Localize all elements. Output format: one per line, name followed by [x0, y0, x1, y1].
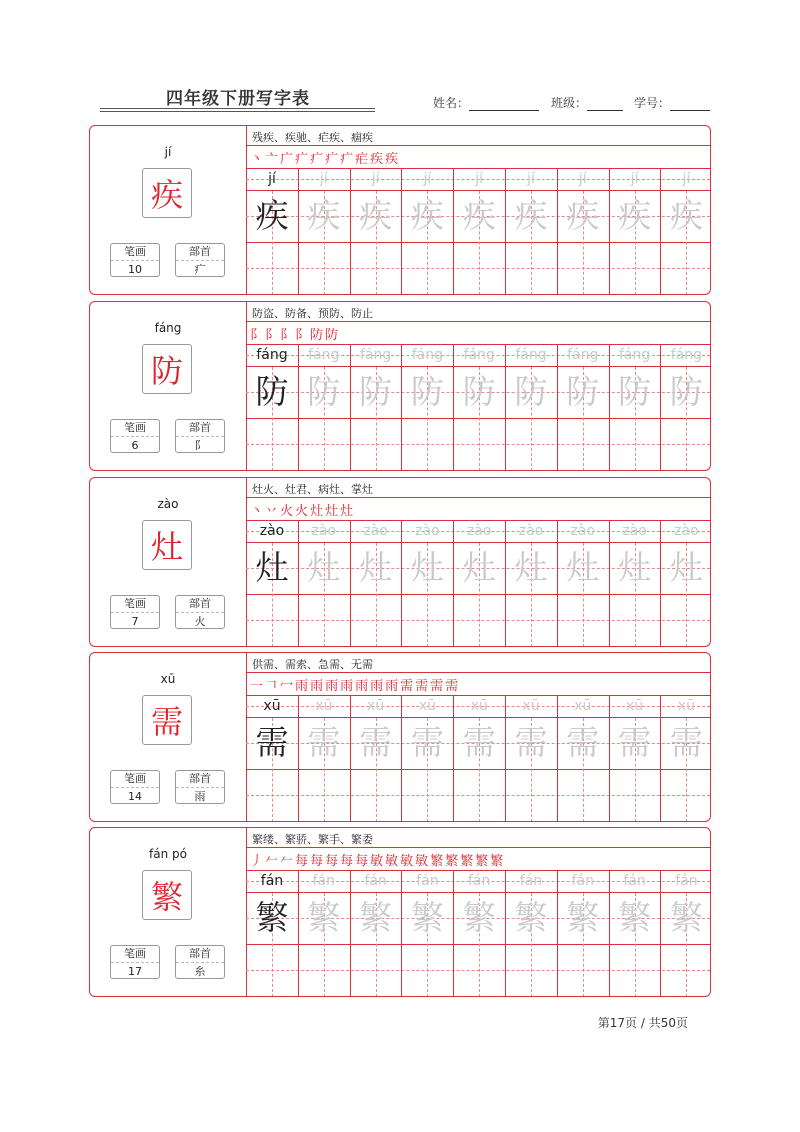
practice-char[interactable]: 灶 — [566, 548, 600, 587]
practice-grid — [246, 695, 710, 821]
grid-line — [246, 944, 710, 945]
practice-pinyin: xū — [367, 698, 385, 714]
practice-pinyin: jí — [371, 171, 380, 187]
word-examples: 供需、需索、急需、无需 — [252, 658, 373, 671]
char-display: 疾 — [142, 168, 192, 218]
stroke-label: 笔画 — [111, 420, 159, 437]
practice-pinyin: jí — [423, 171, 432, 187]
guide-line — [246, 268, 710, 269]
page-number: 第17页 / 共50页 — [597, 1016, 688, 1030]
stroke-step: 繁 — [490, 853, 504, 869]
practice-char[interactable]: 防 — [359, 372, 393, 411]
radical: 糸 — [194, 965, 206, 978]
stroke-order — [250, 323, 340, 343]
divider — [246, 497, 710, 498]
stroke-label: 笔画 — [111, 946, 159, 963]
stroke-step: 一 — [250, 678, 264, 694]
practice-char[interactable]: 繁 — [255, 898, 289, 937]
stroke-count-box — [110, 243, 160, 277]
id-field[interactable] — [634, 94, 710, 111]
stroke-step: 丶 — [250, 151, 264, 167]
radical-box — [175, 770, 225, 804]
practice-char[interactable]: 灶 — [514, 548, 548, 587]
stroke-step: 火 — [295, 503, 309, 519]
stroke-step: 敏 — [385, 853, 399, 869]
page-title: 四年级下册写字表 — [166, 89, 310, 109]
stroke-step: 需 — [415, 678, 429, 694]
practice-grid — [246, 168, 710, 294]
practice-pinyin: fán — [519, 873, 543, 889]
practice-pinyin: zào — [622, 523, 647, 539]
practice-char[interactable]: 需 — [566, 723, 600, 762]
name-blank[interactable] — [469, 98, 539, 111]
practice-pinyin: fáng — [308, 347, 340, 363]
practice-pinyin: fáng — [256, 347, 288, 363]
stroke-step: 需 — [445, 678, 459, 694]
practice-pinyin: xū — [418, 698, 436, 714]
grid-line — [246, 594, 710, 595]
title-underline — [100, 108, 375, 109]
radical: 火 — [194, 615, 206, 628]
radical: 雨 — [194, 790, 206, 803]
practice-pinyin: fán — [467, 873, 491, 889]
stroke-step: 每 — [340, 853, 354, 869]
stroke-step: 疟 — [355, 151, 369, 167]
guide-line — [246, 970, 710, 971]
practice-char[interactable]: 防 — [618, 372, 652, 411]
practice-panel — [246, 302, 710, 470]
practice-pinyin: zào — [518, 523, 544, 539]
practice-char[interactable]: 需 — [618, 723, 652, 762]
practice-char[interactable]: 疾 — [307, 196, 341, 235]
practice-char[interactable]: 疾 — [410, 196, 444, 235]
stroke-step: 丶 — [250, 503, 264, 519]
practice-char[interactable]: 防 — [410, 372, 444, 411]
practice-pinyin: xū — [470, 698, 488, 714]
practice-char[interactable]: 防 — [669, 372, 703, 411]
practice-char[interactable]: 灶 — [359, 548, 393, 587]
practice-pinyin: jí — [319, 171, 328, 187]
stroke-step: 繁 — [430, 853, 444, 869]
practice-char[interactable]: 灶 — [307, 548, 341, 587]
char-info-panel — [90, 126, 247, 294]
practice-pinyin: zào — [674, 523, 699, 539]
practice-pinyin: zào — [311, 523, 337, 539]
name-label: 姓名： — [433, 96, 470, 110]
stroke-step: 雨 — [340, 678, 354, 694]
practice-char[interactable]: 防 — [566, 372, 600, 411]
stroke-label: 笔画 — [111, 244, 159, 261]
id-label: 学号： — [634, 96, 671, 110]
practice-pinyin: jí — [268, 171, 276, 187]
practice-pinyin: fán — [675, 873, 698, 889]
grid-line — [246, 242, 710, 243]
char-card — [89, 477, 711, 647]
practice-pinyin: fán — [571, 873, 594, 889]
stroke-count-box — [110, 595, 160, 629]
stroke-count: 17 — [128, 965, 142, 978]
practice-pinyin: zào — [415, 523, 440, 539]
stroke-label: 笔画 — [111, 771, 159, 788]
practice-panel — [246, 828, 710, 996]
practice-pinyin: xū — [315, 698, 333, 714]
stroke-step: 雨 — [325, 678, 339, 694]
name-field[interactable] — [433, 94, 539, 111]
stroke-step: 丷 — [265, 503, 279, 519]
practice-char[interactable]: 防 — [514, 372, 548, 411]
stroke-order — [250, 674, 460, 694]
guide-line — [246, 444, 710, 445]
practice-char[interactable]: 灶 — [618, 548, 652, 587]
char-card — [89, 652, 711, 822]
practice-pinyin: fáng — [567, 347, 599, 363]
stroke-count-box — [110, 770, 160, 804]
radical-label: 部首 — [176, 596, 224, 613]
practice-pinyin: xū — [677, 698, 695, 714]
practice-pinyin: xū — [522, 698, 540, 714]
stroke-step: 每 — [325, 853, 339, 869]
stroke-order — [250, 147, 400, 167]
practice-char[interactable]: 防 — [255, 372, 289, 411]
practice-pinyin: jí — [578, 171, 587, 187]
stroke-step: 敏 — [415, 853, 429, 869]
practice-char[interactable]: 需 — [462, 723, 496, 762]
stroke-step: 雨 — [355, 678, 369, 694]
practice-pinyin: fáng — [618, 347, 651, 363]
practice-pinyin: jí — [475, 171, 484, 187]
practice-char[interactable]: 需 — [255, 723, 289, 762]
stroke-step: 阝 — [250, 327, 264, 343]
stroke-step: 灶 — [325, 503, 339, 519]
practice-pinyin: fán — [416, 873, 439, 889]
practice-pinyin: xū — [263, 698, 281, 714]
grid-line — [246, 418, 710, 419]
practice-char[interactable]: 灶 — [462, 548, 496, 587]
stroke-step: 每 — [355, 853, 369, 869]
stroke-step: 亠 — [265, 151, 279, 167]
stroke-step: 疾 — [370, 151, 384, 167]
word-examples: 灶火、灶君、病灶、掌灶 — [252, 483, 373, 496]
stroke-step: 广 — [280, 151, 294, 167]
stroke-step: 雨 — [385, 678, 399, 694]
stroke-step: 每 — [310, 853, 324, 869]
practice-char[interactable]: 灶 — [255, 548, 289, 587]
char-pinyin: fán pó — [149, 847, 187, 861]
practice-pinyin: fáng — [670, 347, 703, 363]
divider — [246, 145, 710, 146]
divider — [246, 672, 710, 673]
practice-char[interactable]: 疾 — [462, 196, 496, 235]
char-display: 防 — [142, 344, 192, 394]
practice-char[interactable]: 疾 — [618, 196, 652, 235]
stroke-step: 雨 — [370, 678, 384, 694]
stroke-count: 7 — [131, 615, 139, 628]
char-card — [89, 125, 711, 295]
stroke-step: 疾 — [385, 151, 399, 167]
practice-pinyin: jí — [682, 171, 691, 187]
char-display: 需 — [142, 695, 192, 745]
practice-char[interactable]: 繁 — [410, 898, 444, 937]
stroke-step: 火 — [280, 503, 294, 519]
practice-grid — [246, 344, 710, 470]
stroke-step: 需 — [400, 678, 414, 694]
word-examples: 残疾、疾驰、疟疾、痼疾 — [252, 131, 373, 144]
char-info-panel — [90, 302, 247, 470]
char-info-panel — [90, 478, 247, 646]
guide-line — [246, 795, 710, 796]
divider — [246, 847, 710, 848]
practice-grid — [246, 520, 710, 646]
char-display: 灶 — [142, 520, 192, 570]
radical-label: 部首 — [176, 420, 224, 437]
stroke-step: 繁 — [445, 853, 459, 869]
practice-char[interactable]: 需 — [307, 723, 341, 762]
stroke-step: 繁 — [460, 853, 474, 869]
practice-char[interactable]: 灶 — [410, 548, 444, 587]
stroke-step: 疒 — [325, 151, 339, 167]
stroke-step: 𠃍 — [265, 678, 279, 694]
stroke-step: 雨 — [295, 678, 309, 694]
practice-char[interactable]: 疾 — [566, 196, 600, 235]
stroke-count: 10 — [128, 263, 142, 276]
practice-pinyin: zào — [259, 523, 285, 539]
stroke-count: 6 — [131, 439, 139, 452]
practice-pinyin: fáng — [515, 347, 547, 363]
stroke-step: 阝 — [265, 327, 279, 343]
class-field[interactable] — [551, 94, 623, 111]
char-info-panel — [90, 828, 247, 996]
stroke-step: 雨 — [310, 678, 324, 694]
practice-pinyin: fáng — [463, 347, 495, 363]
char-pinyin: jí — [164, 145, 172, 159]
divider — [246, 321, 710, 322]
practice-pinyin: fán — [312, 873, 335, 889]
practice-char[interactable]: 需 — [669, 723, 703, 762]
stroke-order — [250, 849, 505, 869]
stroke-order — [250, 499, 355, 519]
practice-char[interactable]: 需 — [359, 723, 393, 762]
practice-pinyin: jí — [630, 171, 639, 187]
class-blank[interactable] — [587, 98, 623, 111]
word-examples: 繁缕、繁骄、繁手、繁委 — [252, 833, 373, 846]
practice-char[interactable]: 繁 — [618, 898, 652, 937]
radical-box — [175, 595, 225, 629]
stroke-label: 笔画 — [111, 596, 159, 613]
stroke-step: 疒 — [310, 151, 324, 167]
radical-label: 部首 — [176, 244, 224, 261]
practice-grid — [246, 870, 710, 996]
practice-char[interactable]: 需 — [410, 723, 444, 762]
stroke-step: 𠂉 — [265, 853, 279, 869]
stroke-step: 阝 — [295, 327, 309, 343]
stroke-step: 繁 — [475, 853, 489, 869]
stroke-step: 敏 — [400, 853, 414, 869]
practice-char[interactable]: 繁 — [359, 898, 393, 937]
stroke-count-box — [110, 945, 160, 979]
stroke-step: 需 — [430, 678, 444, 694]
practice-char[interactable]: 繁 — [566, 898, 600, 937]
stroke-step: 防 — [325, 327, 339, 343]
practice-pinyin: xū — [626, 698, 644, 714]
practice-char[interactable]: 疾 — [669, 196, 703, 235]
stroke-step: 阝 — [280, 327, 294, 343]
practice-char[interactable]: 需 — [514, 723, 548, 762]
stroke-step: 每 — [295, 853, 309, 869]
stroke-step: 疒 — [295, 151, 309, 167]
practice-pinyin: fáng — [359, 347, 392, 363]
practice-pinyin: fán — [364, 873, 387, 889]
radical-box — [175, 419, 225, 453]
word-examples: 防盗、防备、预防、防止 — [252, 307, 373, 320]
stroke-step: 𠂉 — [280, 853, 294, 869]
radical-label: 部首 — [176, 946, 224, 963]
practice-char[interactable]: 防 — [462, 372, 496, 411]
practice-pinyin: xū — [574, 698, 592, 714]
radical-box — [175, 243, 225, 277]
stroke-step: 疒 — [340, 151, 354, 167]
practice-panel — [246, 653, 710, 821]
stroke-step: 敏 — [370, 853, 384, 869]
title-underline-2 — [100, 111, 375, 112]
practice-char[interactable]: 防 — [307, 372, 341, 411]
char-pinyin: xū — [160, 672, 176, 686]
radical-label: 部首 — [176, 771, 224, 788]
grid-line — [246, 769, 710, 770]
practice-panel — [246, 478, 710, 646]
char-display: 繁 — [142, 870, 192, 920]
practice-char[interactable]: 繁 — [307, 898, 341, 937]
practice-char[interactable]: 繁 — [462, 898, 496, 937]
practice-pinyin: fán — [260, 873, 284, 889]
radical-box — [175, 945, 225, 979]
practice-char[interactable]: 疾 — [255, 196, 289, 235]
practice-char[interactable]: 繁 — [669, 898, 703, 937]
practice-pinyin: zào — [363, 523, 388, 539]
practice-pinyin: zào — [466, 523, 492, 539]
class-label: 班级： — [551, 96, 588, 110]
stroke-step: 灶 — [340, 503, 354, 519]
practice-panel — [246, 126, 710, 294]
practice-pinyin: fán — [623, 873, 646, 889]
char-pinyin: zào — [157, 497, 179, 511]
char-info-panel — [90, 653, 247, 821]
char-card — [89, 827, 711, 997]
stroke-step: 丿 — [250, 853, 264, 869]
practice-pinyin: zào — [570, 523, 596, 539]
char-pinyin: fáng — [154, 321, 182, 335]
radical: 阝 — [194, 439, 206, 452]
char-card — [89, 301, 711, 471]
radical: 疒 — [194, 263, 206, 276]
guide-line — [246, 620, 710, 621]
stroke-count-box — [110, 419, 160, 453]
practice-char[interactable]: 疾 — [514, 196, 548, 235]
practice-pinyin: jí — [527, 171, 535, 187]
stroke-step: 防 — [310, 327, 324, 343]
practice-char[interactable]: 灶 — [669, 548, 703, 587]
practice-char[interactable]: 疾 — [359, 196, 393, 235]
stroke-step: 灶 — [310, 503, 324, 519]
stroke-count: 14 — [128, 790, 142, 803]
practice-char[interactable]: 繁 — [514, 898, 548, 937]
practice-pinyin: fáng — [411, 347, 444, 363]
id-blank[interactable] — [670, 98, 710, 111]
stroke-step: 冖 — [280, 678, 294, 694]
